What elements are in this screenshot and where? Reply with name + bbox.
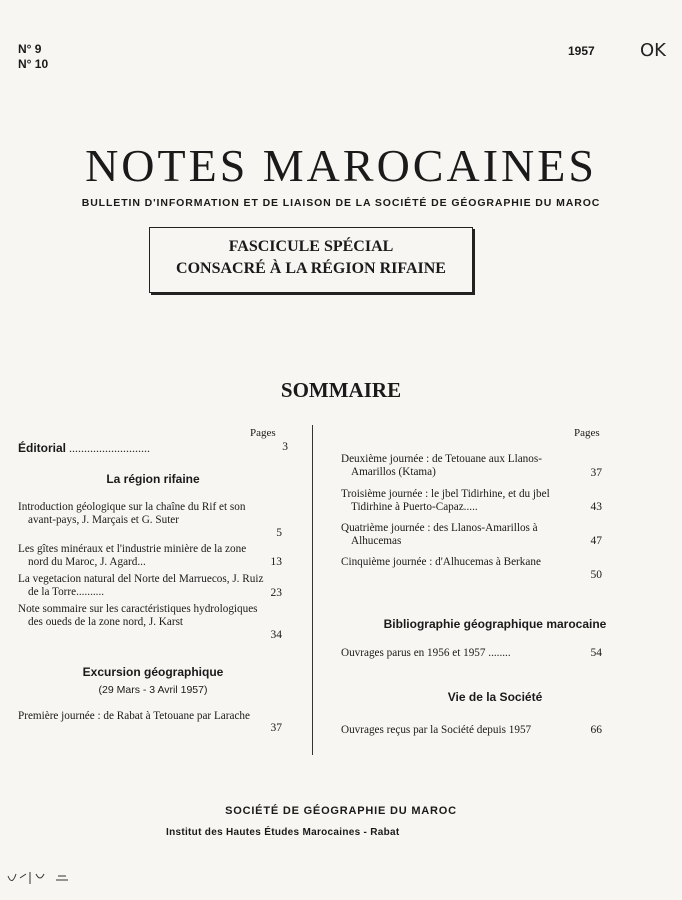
toc-entry-text: Troisième journée : le jbel Tidirhine, et du jbel Tidirhine à Puerto-Capaz..... <box>341 488 550 513</box>
toc-entry-excursion[interactable] <box>18 710 266 723</box>
toc-entry-text: Introduction géologique sur la chaîne du Rif et son avant-pays, J. Marçais et G. Suter <box>18 501 246 526</box>
toc-entry-page: 50 <box>590 569 602 581</box>
issue-numbers <box>18 42 48 72</box>
toc-entry-bibliographie[interactable] <box>341 647 581 660</box>
year: 1957 <box>568 44 595 58</box>
toc-entry[interactable] <box>18 543 266 569</box>
toc-entry-page: 47 <box>590 535 602 547</box>
toc-entry-page: 34 <box>270 629 282 641</box>
toc-entry-text: Ouvrages reçus par la Société depuis 1957 <box>341 724 532 736</box>
publisher-address: Institut des Hautes Études Marocaines - Rabat <box>166 827 400 838</box>
pages-label-right: Pages <box>574 427 600 439</box>
special-issue-box <box>149 227 473 293</box>
handwritten-mark: OK <box>640 40 666 61</box>
toc-entry-text: Note sommaire sur les caractéristiques hydrologiques des oueds de la zone nord, J. Karst <box>18 603 258 628</box>
column-divider <box>312 425 313 755</box>
journal-subtitle: BULLETIN D'INFORMATION ET DE LIAISON DE LA SOCIÉTÉ DE GÉOGRAPHIE DU MAROC <box>81 197 601 209</box>
pages-label-left: Pages <box>250 427 276 439</box>
section-heading-region: La région rifaine <box>106 472 200 486</box>
section-heading-excursion: Excursion géographique <box>82 665 224 679</box>
toc-entry[interactable] <box>341 556 581 569</box>
toc-entry[interactable] <box>341 488 581 514</box>
toc-entry-text: Quatrième journée : des Llanos-Amarillos à Alhucemas <box>341 522 538 547</box>
toc-entry-editorial[interactable]: Éditorial ........................... 3 <box>18 441 288 455</box>
toc-entry-page: 43 <box>590 501 602 513</box>
sommaire-heading: SOMMAIRE <box>280 378 402 402</box>
toc-entry-text: Première journée : de Rabat à Tetouane par Larache <box>18 710 250 722</box>
handwritten-scribble <box>6 868 76 890</box>
toc-entry-page: 37 <box>270 722 282 734</box>
toc-entry-vie[interactable] <box>341 724 581 737</box>
special-issue-line2: CONSACRÉ À LA RÉGION RIFAINE <box>176 260 446 277</box>
toc-entry-page: 23 <box>270 587 282 599</box>
section-heading-vie: Vie de la Société <box>447 690 543 704</box>
issue-number-1: N° 9 <box>18 42 42 56</box>
special-issue-line1: FASCICULE SPÉCIAL <box>228 238 394 255</box>
editorial-page: 3 <box>282 441 288 453</box>
excursion-dates: (29 Mars - 3 Avril 1957) <box>98 684 208 696</box>
toc-entry-page: 5 <box>276 527 282 539</box>
section-heading-bibliographie: Bibliographie géographique marocaine <box>383 617 607 631</box>
issue-number-2: N° 10 <box>18 57 49 71</box>
publisher-name: SOCIÉTÉ DE GÉOGRAPHIE DU MAROC <box>225 805 457 817</box>
toc-entry[interactable] <box>341 453 581 479</box>
toc-entry-text: Les gîtes minéraux et l'industrie minière de la zone nord du Maroc, J. Agard... <box>18 543 247 568</box>
toc-entry-page: 54 <box>590 647 602 659</box>
toc-entry-text: Deuxième journée : de Tetouane aux Llanos-Amarillos (Ktama) <box>341 453 542 478</box>
toc-entry-page: 13 <box>270 556 282 568</box>
toc-entry-text: Cinquième journée : d'Alhucemas à Berkane <box>341 556 541 568</box>
journal-title: NOTES MAROCAINES <box>85 140 597 191</box>
toc-entry-text: La vegetacion natural del Norte del Marruecos, J. Ruiz de la Torre.......... <box>18 573 264 598</box>
toc-entry-page: 66 <box>590 724 602 736</box>
toc-entry[interactable] <box>18 501 266 527</box>
toc-entry-page: 37 <box>590 467 602 479</box>
toc-entry[interactable] <box>341 522 581 548</box>
editorial-title: Éditorial <box>18 441 67 455</box>
toc-entry[interactable] <box>18 573 266 599</box>
toc-entry-text: Ouvrages parus en 1956 et 1957 ........ <box>341 647 511 659</box>
toc-entry[interactable] <box>18 603 266 629</box>
